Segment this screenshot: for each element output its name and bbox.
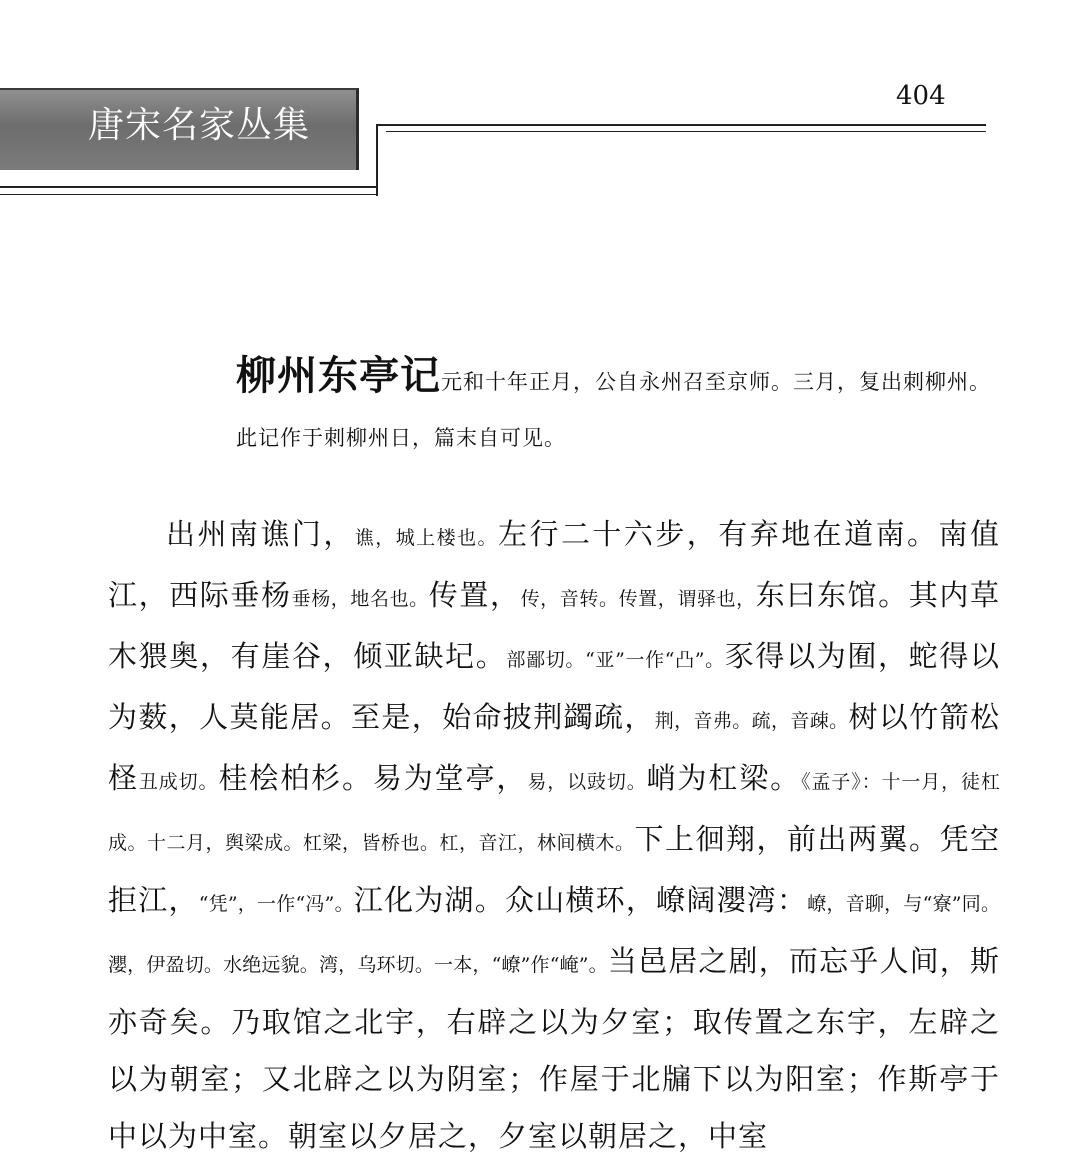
title-block	[236, 348, 996, 466]
inline-annotation: 传，音转。传置，谓驿也，	[520, 588, 756, 610]
body-text-segment: 峭为杠梁。	[646, 761, 802, 795]
inline-annotation: 《孟子》：十一月，徒杠成。十二月，舆梁成。杠梁，皆桥也。杠，音江，林间横木。	[108, 771, 1000, 854]
body-text-segment: 出州南谯门，	[166, 517, 355, 551]
inline-annotation: 垂杨，地名也。	[291, 588, 429, 610]
body-text-segment: 江化为湖。众山横环，嶛阔瀴湾：	[353, 883, 808, 917]
body-text-segment: 左行二十六步，有弃地在道南。南值江，西际垂杨	[108, 517, 1000, 612]
body-text-segment: 东曰东馆。其内草木猥奥，有崖谷，倾亚缺圮。	[108, 578, 1000, 673]
header-rule-right-thick	[376, 124, 986, 126]
page-number: 404	[896, 81, 946, 111]
header-rule-left-thick	[0, 186, 378, 188]
series-title: 唐宋名家丛集	[88, 105, 311, 146]
inline-annotation: 嶛，音聊，与“寮”同。瀴，伊盈切。水绝远貌。湾，乌环切。一本，“嶛”作“崦”。	[108, 893, 1000, 976]
essay-title: 柳州东亭记	[236, 353, 441, 399]
inline-annotation: 易，以豉切。	[527, 771, 647, 793]
body-text-segment: 当邑居之剧，而忘乎人间，斯亦奇矣。乃取馆之北宇，右辟之以为夕室；取传置之东宇，左辟之以为朝室；又北辟之以为阴室；作屋于北牖下以为阳室；作斯亭于中以为中室。朝室以夕居之，夕室以朝居之，中室	[108, 944, 1000, 1153]
body-text-segment: 树以竹箭松柽	[108, 700, 1000, 795]
body-text-segment: 下上徊翔，前出两翼。凭空拒江，	[108, 822, 1000, 917]
header-rule-left-thin	[0, 194, 378, 195]
inline-annotation: 谯，城上楼也。	[354, 527, 499, 549]
inline-annotation: “凭”，一作“冯”。	[198, 893, 354, 915]
body-text-segment: 传置，	[428, 578, 521, 612]
body-text-segment: 豕得以为囿，蛇得以为薮，人莫能居。至是，始命披荆蠲疏，	[108, 639, 1000, 734]
inline-annotation: 部鄙切。“亚”一作“凸”。	[506, 649, 725, 671]
inline-annotation: 荆，音弗。疏，音疎。	[654, 710, 849, 732]
inline-annotation: 丑成切。	[138, 771, 219, 793]
body-paragraph	[108, 506, 1000, 1165]
header-rule-step	[376, 124, 378, 196]
body-text-segment: 桂桧柏杉。易为堂亭，	[218, 761, 528, 795]
title-note: 元和十年正月，公自永州召至京师。三月，复出刺柳州。此记作于刺柳州日，篇末自可见。	[236, 370, 991, 450]
header-rule-right-thin	[386, 131, 986, 132]
